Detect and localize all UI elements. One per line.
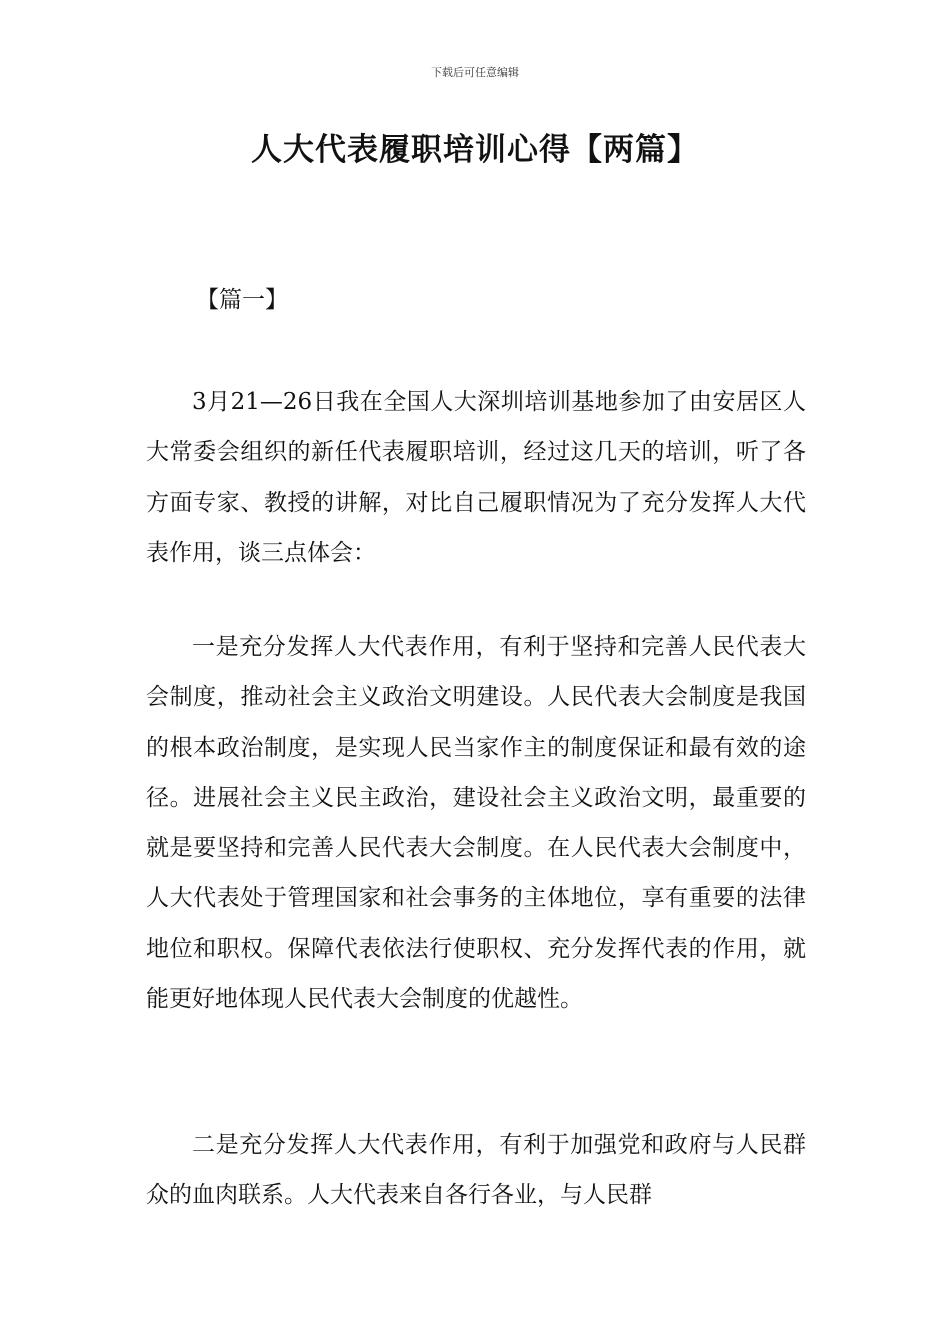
header-note: 下载后可任意编辑: [431, 66, 519, 79]
paragraph-2: 一是充分发挥人大代表作用，有利于坚持和完善人民代表大会制度，推动社会主义政治文明建设。人民代表大会制度是我国的根本政治制度，是实现人民当家作主的制度保证和最有效的途径。进展社会主义民主政治，建设社会主义政治文明，最重要的就是要坚持和完善人民代表大会制度。在人民代表大会制度中，人大代表处于管理国家和社会事务的主体地位，享有重要的法律地位和职权。保障代表依法行使职权、充分发挥代表的作用，就能更好地体现人民代表大会制度的优越性。: [146, 634, 806, 1013]
paragraph-1: 3月21—26日我在全国人大深圳培训基地参加了由安居区人大常委会组织的新任代表履职培训，经过这几天的培训，听了各方面专家、教授的讲解，对比自己履职情况为了充分发挥人大代表作用，谈三点体会：: [146, 389, 806, 566]
paragraph-3: 二是充分发挥人大代表作用，有利于加强党和政府与人民群众的血肉联系。人大代表来自各行各业，与人民群: [146, 1132, 806, 1209]
document-title: 人大代表履职培训心得【两篇】: [251, 132, 699, 168]
section-heading: 【篇一】: [196, 287, 288, 313]
